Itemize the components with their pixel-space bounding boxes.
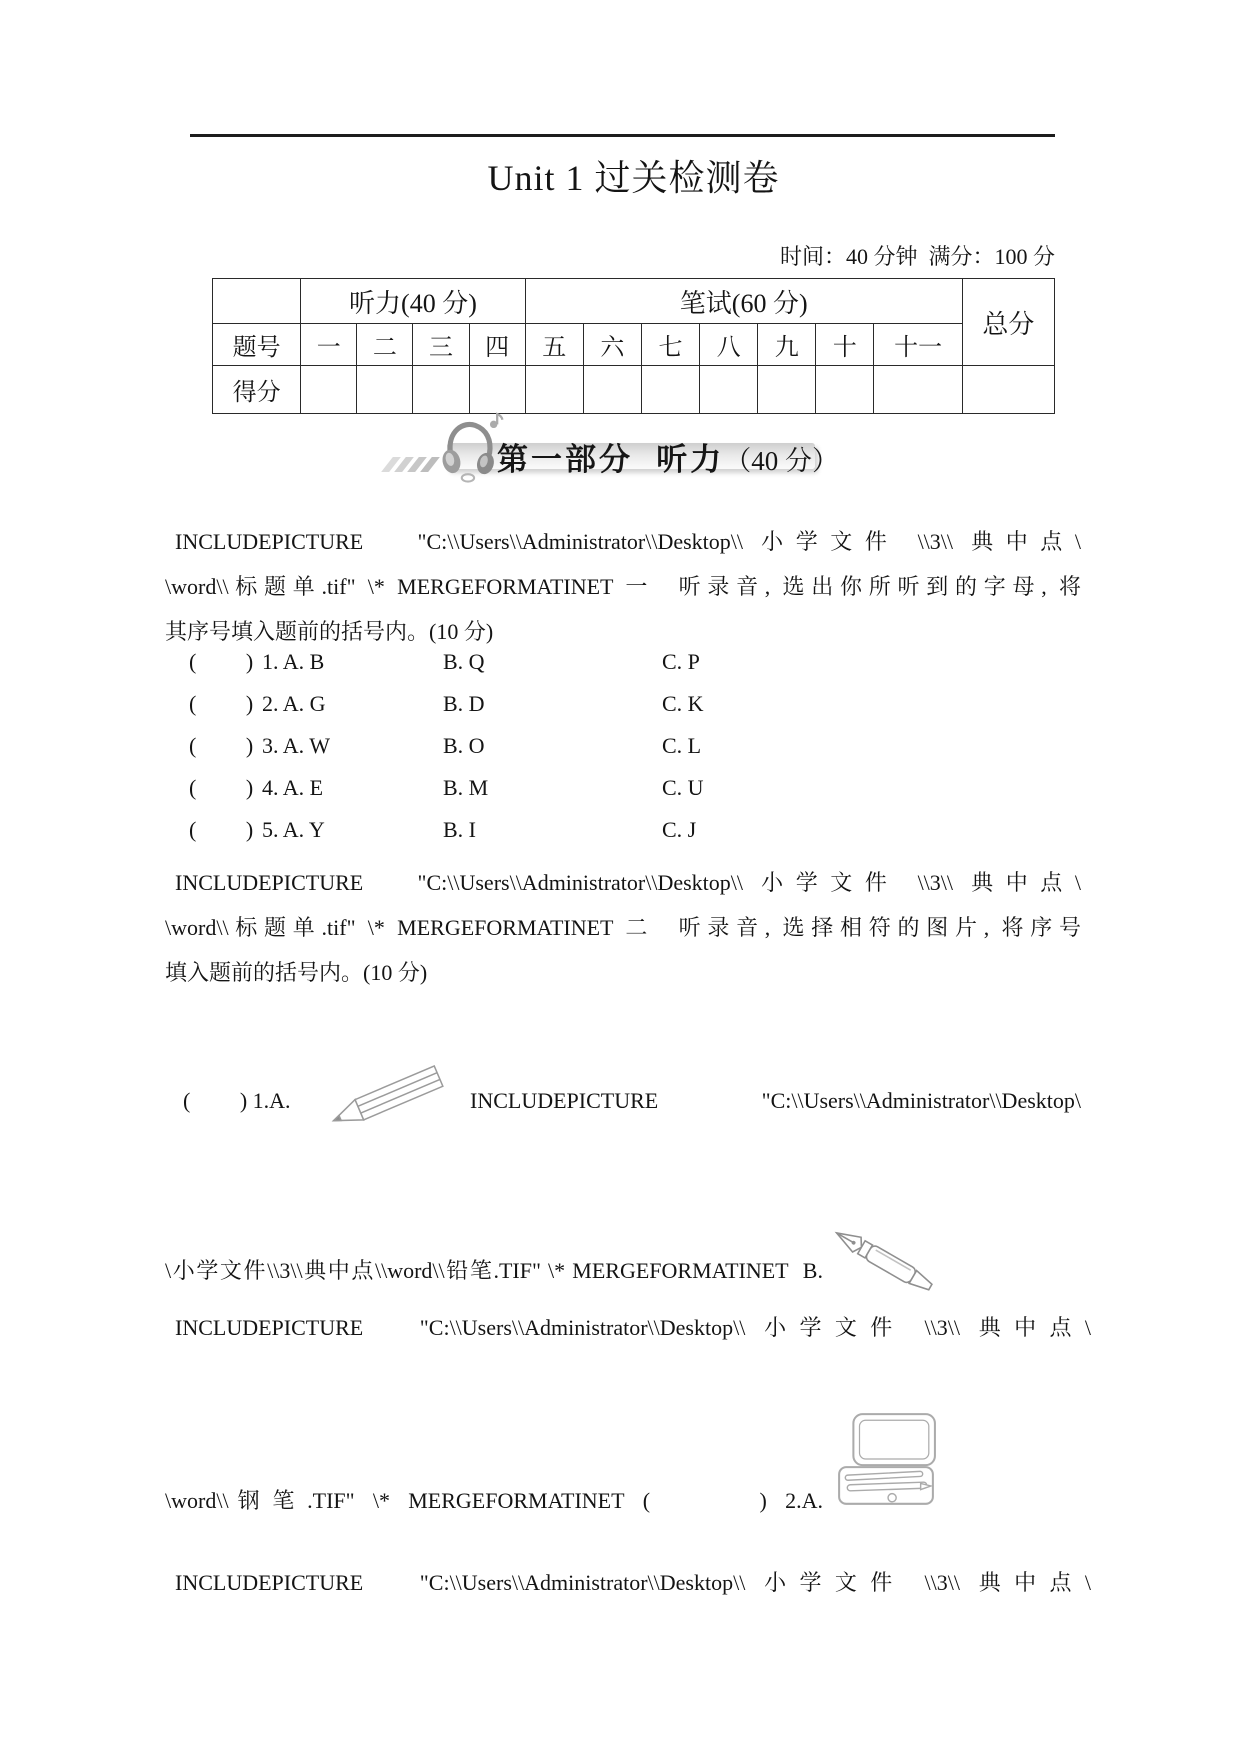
question-number-cell: 三 bbox=[413, 324, 469, 366]
question-number-cell: 七 bbox=[641, 324, 699, 366]
score-cell bbox=[301, 366, 357, 414]
total-score-cell bbox=[962, 366, 1054, 414]
fountain-pen-icon bbox=[823, 1212, 945, 1308]
pencil-case-icon bbox=[833, 1412, 939, 1508]
time-score-line: 时间：40 分钟 满分：100 分 bbox=[779, 244, 1055, 269]
score-cell bbox=[469, 366, 525, 414]
answer-paren: ( ) bbox=[189, 649, 254, 674]
choice-row bbox=[189, 817, 1089, 851]
option-b: B. I bbox=[443, 817, 476, 842]
field-code-line: INCLUDEPICTURE "C:\\Users\\Administrator\\Desktop\\ 小学文件 \\3\\ 典中点\ bbox=[175, 1570, 1091, 1595]
question-number-cell: 五 bbox=[525, 324, 583, 366]
option-b: B. D bbox=[443, 691, 485, 716]
total-header-cell: 总分 bbox=[962, 279, 1054, 366]
field-code-line: INCLUDEPICTURE "C:\\Users\\Administrator\\Desktop\\ 小学文件 \\3\\ 典中点\ bbox=[175, 1315, 1091, 1340]
part1-banner bbox=[385, 410, 839, 482]
part1-title: 第一部分 听力 bbox=[497, 442, 725, 477]
choice-row bbox=[189, 691, 1089, 725]
option-c: C. J bbox=[662, 817, 697, 842]
choice-row bbox=[189, 775, 1089, 809]
section2-prompt-line: \word\\标题单.tif" \* MERGEFORMATINET 二 听录音, 选择相符的图片, 将序号 bbox=[165, 915, 1081, 940]
written-header-cell: 笔试(60 分) bbox=[525, 279, 962, 324]
question-number-cell: 十 bbox=[816, 324, 874, 366]
choice-row bbox=[189, 649, 1089, 683]
score-cell bbox=[816, 366, 874, 414]
section2-prompt-line2: 填入题前的括号内。(10 分) bbox=[165, 960, 428, 985]
option-c: C. U bbox=[662, 775, 704, 800]
case-field-line: \word\\ 钢 笔 .TIF" \* MERGEFORMATINET ( ) 2.A. bbox=[165, 1488, 823, 1513]
item1-prefix: ( ) 1.A. bbox=[183, 1088, 291, 1113]
score-row-label: 得分 bbox=[213, 366, 301, 414]
question-number-cell: 四 bbox=[469, 324, 525, 366]
option-a: 2. A. G bbox=[262, 691, 326, 716]
score-cell bbox=[357, 366, 413, 414]
part1-score: （40 分） bbox=[724, 446, 839, 476]
headphones-icon bbox=[437, 412, 503, 482]
question-number-cell: 二 bbox=[357, 324, 413, 366]
table-corner-cell bbox=[213, 279, 301, 324]
option-c: C. P bbox=[662, 649, 700, 674]
answer-paren: ( ) bbox=[189, 775, 254, 800]
section1-prompt-line2: 其序号填入题前的括号内。(10 分) bbox=[165, 619, 494, 644]
banner-title-row bbox=[497, 434, 839, 479]
score-cell bbox=[700, 366, 758, 414]
answer-paren: ( ) bbox=[189, 733, 254, 758]
option-a: 5. A. Y bbox=[262, 817, 325, 842]
section1-instructions bbox=[165, 519, 1081, 654]
score-cell bbox=[583, 366, 641, 414]
score-cell bbox=[413, 366, 469, 414]
field-code-line: INCLUDEPICTURE "C:\\Users\\Administrator\\Desktop\\ 小学文件 \\3\\ 典中点\ bbox=[175, 870, 1081, 895]
score-cell bbox=[758, 366, 816, 414]
answer-paren: ( ) bbox=[189, 691, 254, 716]
answer-paren: ( ) bbox=[189, 817, 254, 842]
score-cell bbox=[641, 366, 699, 414]
header-rule bbox=[190, 134, 1055, 137]
page-title: Unit 1 过关检测卷 bbox=[487, 158, 780, 198]
section2-instructions bbox=[165, 860, 1081, 995]
option-a: 3. A. W bbox=[262, 733, 331, 758]
option-b: B. Q bbox=[443, 649, 485, 674]
pen-field-line: \小学文件\\3\\典中点\\word\\铅笔.TIF" \* MERGEFORMATINET B. bbox=[165, 1258, 823, 1283]
listening-header-cell: 听力(40 分) bbox=[301, 279, 526, 324]
option-c: C. L bbox=[662, 733, 702, 758]
option-b: B. M bbox=[443, 775, 489, 800]
option-b: B. O bbox=[443, 733, 485, 758]
field-code-line: INCLUDEPICTURE "C:\\Users\\Administrator\\Desktop\\ 小学文件 \\3\\ 典中点\ bbox=[175, 529, 1081, 554]
pencil-icon bbox=[321, 1062, 453, 1134]
picture-item-1 bbox=[165, 1060, 1085, 1190]
question-number-cell: 六 bbox=[583, 324, 641, 366]
question-row-label: 题号 bbox=[213, 324, 301, 366]
picture-item-2 bbox=[165, 1412, 1085, 1522]
item1-suffix: INCLUDEPICTURE "C:\\Users\\Administrator\\Desktop\ bbox=[470, 1088, 1081, 1113]
option-a: 1. A. B bbox=[262, 649, 325, 674]
choice-row bbox=[189, 733, 1089, 767]
question-number-cell: 八 bbox=[700, 324, 758, 366]
option-c: C. K bbox=[662, 691, 704, 716]
question-number-cell: 九 bbox=[758, 324, 816, 366]
score-table bbox=[212, 278, 1055, 414]
score-cell bbox=[525, 366, 583, 414]
question-number-cell: 十一 bbox=[874, 324, 962, 366]
score-cell bbox=[874, 366, 962, 414]
section1-prompt-line: \word\\标题单.tif" \* MERGEFORMATINET 一 听录音, 选出你所听到的字母, 将 bbox=[165, 574, 1081, 599]
question-number-cell: 一 bbox=[301, 324, 357, 366]
option-a: 4. A. E bbox=[262, 775, 324, 800]
